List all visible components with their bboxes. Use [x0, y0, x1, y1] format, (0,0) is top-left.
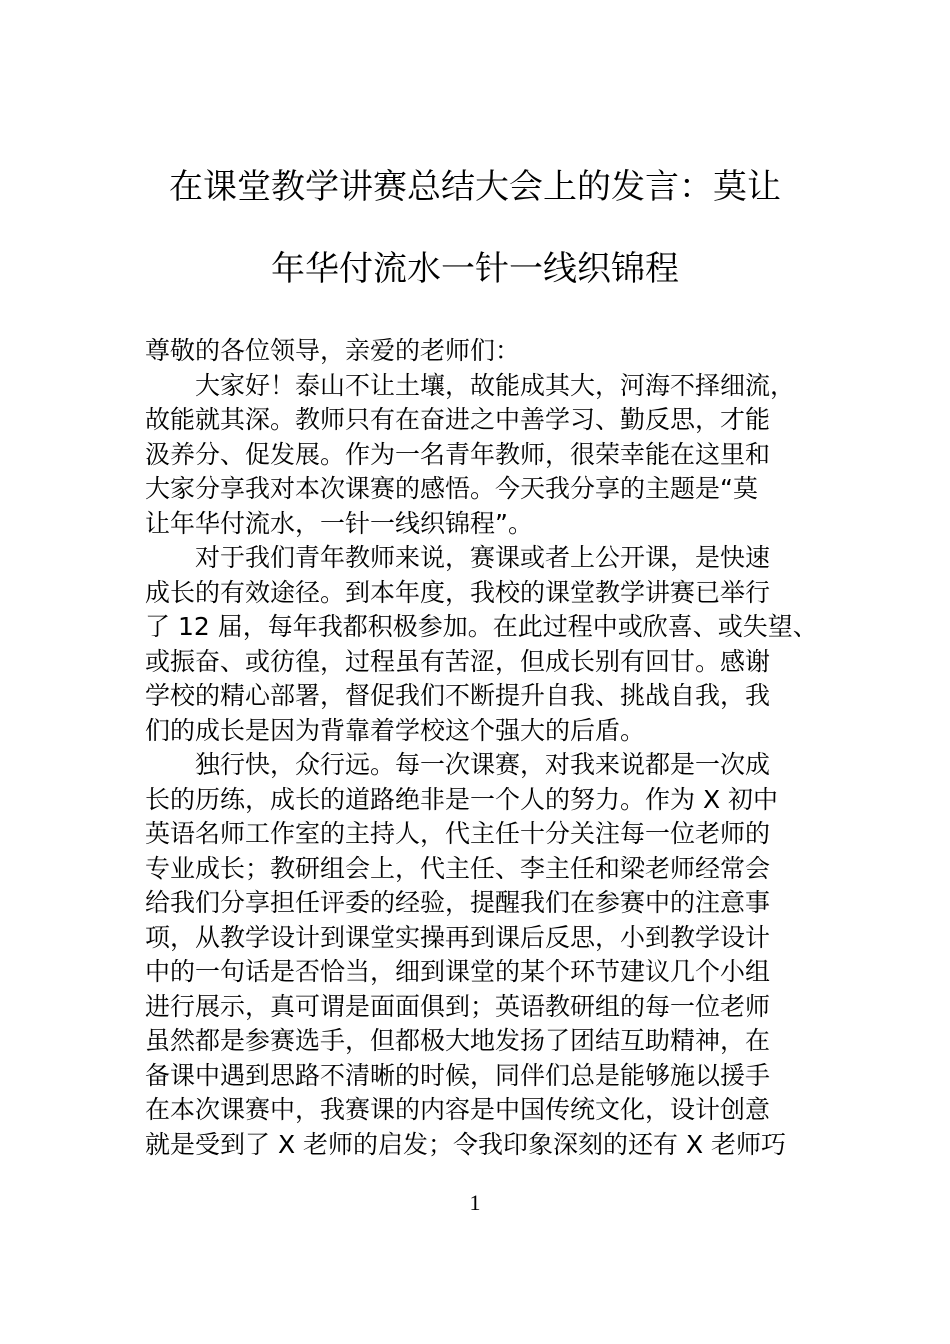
paragraph-line: 就是受到了 X 老师的启发；令我印象深刻的还有 X 老师巧	[145, 1129, 787, 1159]
paragraph-line: 大家分享我对本次课赛的感悟。今天我分享的主题是“莫	[145, 474, 758, 503]
salutation: 尊敬的各位领导，亲爱的老师们：	[145, 336, 521, 365]
paragraph-line: 项，从教学设计到课堂实操再到课后反思，小到教学设计	[145, 922, 771, 952]
paragraph-line: 成长的有效途径。到本年度，我校的课堂教学讲赛已举行	[145, 577, 771, 607]
paragraph-line: 备课中遇到思路不清晰的时候，同伴们总是能够施以援手	[145, 1060, 771, 1090]
title-line-2: 年华付流水一针一线织锦程	[271, 249, 679, 289]
paragraph-line: 独行快，众行远。每一次课赛，对我来说都是一次成	[195, 750, 771, 779]
paragraph-line: 学校的精心部署，督促我们不断提升自我、挑战自我，我	[145, 681, 771, 710]
page-number: 1	[469, 1190, 481, 1215]
paragraph-line: 汲养分、促发展。作为一名青年教师，很荣幸能在这里和	[145, 439, 771, 469]
paragraph-line: 在本次课赛中，我赛课的内容是中国传统文化，设计创意	[145, 1095, 771, 1124]
paragraph-3	[145, 748, 805, 1162]
title-line-1: 在课堂教学讲赛总结大会上的发言：莫让	[169, 167, 781, 207]
document-title	[145, 167, 805, 289]
paragraph-line: 专业成长；教研组会上，代主任、李主任和梁老师经常会	[145, 853, 771, 883]
paragraph-line: 给我们分享担任评委的经验，提醒我们在参赛中的注意事	[145, 888, 771, 917]
paragraph-line: 大家好！泰山不让土壤，故能成其大，河海不择细流，	[195, 370, 796, 400]
paragraph-line: 们的成长是因为背靠着学校这个强大的后盾。	[145, 715, 646, 745]
paragraph-2	[145, 541, 818, 748]
paragraph-line: 或振奋、或彷徨，过程虽有苦涩，但成长别有回甘。感谢	[145, 646, 771, 676]
paragraph-line: 英语名师工作室的主持人，代主任十分关注每一位老师的	[145, 819, 771, 848]
paragraph-line: 进行展示，真可谓是面面俱到；英语教研组的每一位老师	[145, 991, 771, 1021]
paragraph-line: 中的一句话是否恰当，细到课堂的某个环节建议几个小组	[145, 957, 771, 986]
paragraph-line: 让年华付流水，一针一线织锦程”。	[145, 508, 533, 538]
paragraph-line: 了 12 届，每年我都积极参加。在此过程中或欣喜、或失望、	[145, 612, 818, 641]
paragraph-line: 长的历练，成长的道路绝非是一个人的努力。作为 X 初中	[145, 784, 779, 814]
document-body	[145, 334, 818, 1162]
paragraph-line: 对于我们青年教师来说，赛课或者上公开课，是快速	[195, 543, 771, 572]
paragraph-1	[145, 369, 805, 542]
paragraph-line: 虽然都是参赛选手，但都极大地发扬了团结互助精神，在	[145, 1026, 771, 1055]
paragraph-line: 故能就其深。教师只有在奋进之中善学习、勤反思，才能	[145, 405, 771, 434]
